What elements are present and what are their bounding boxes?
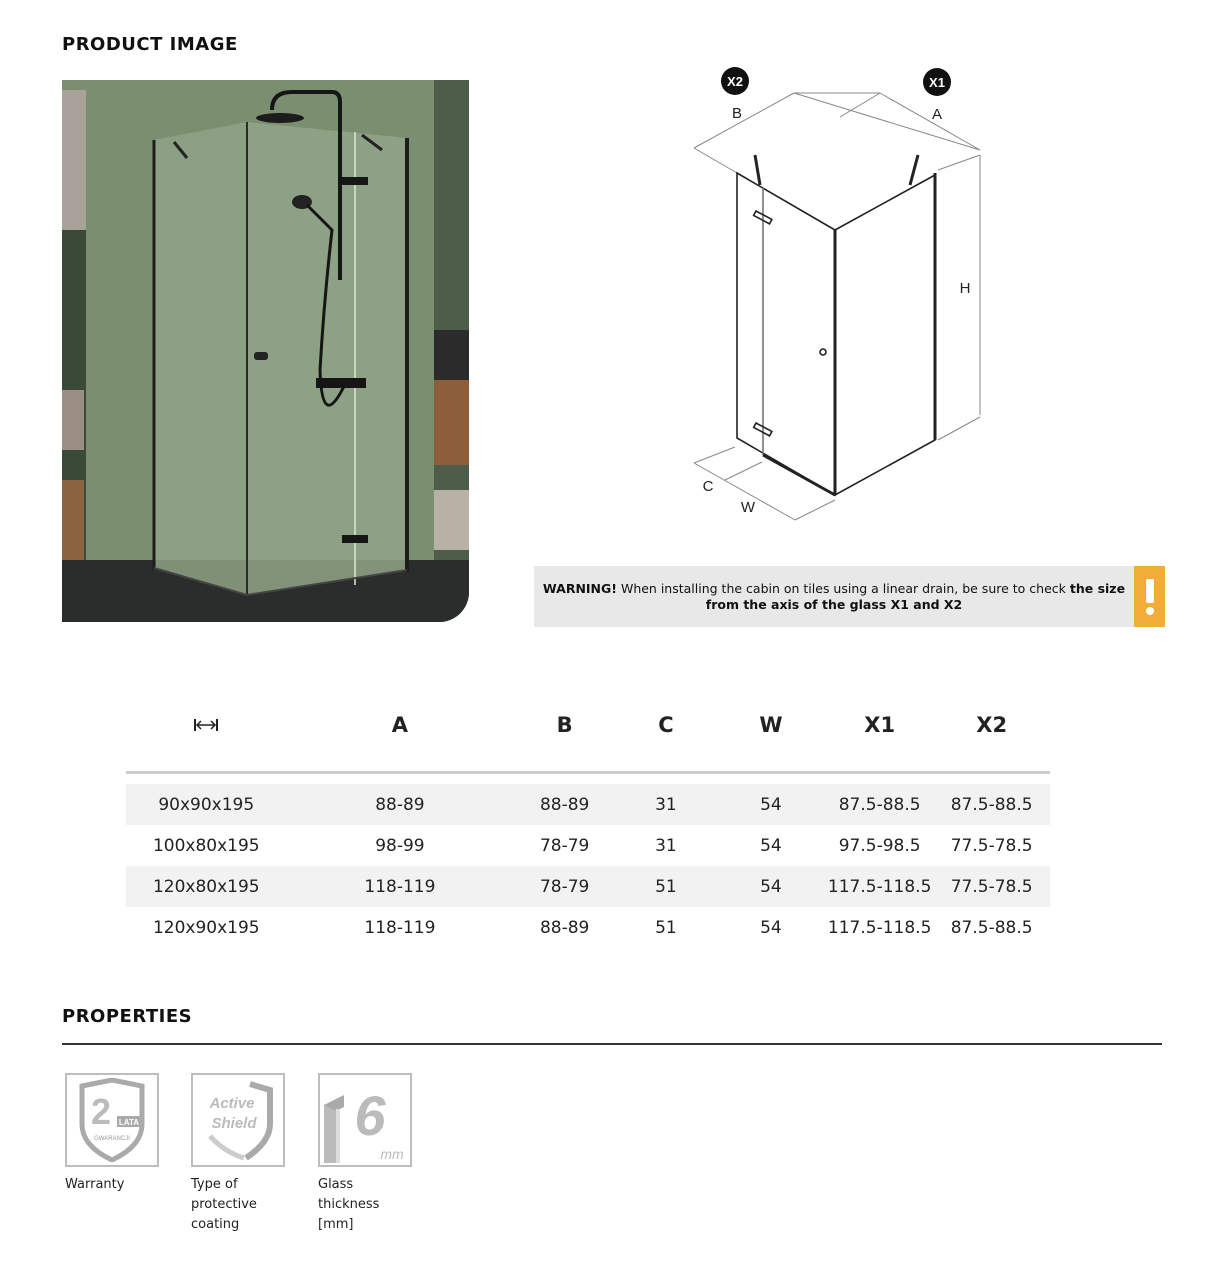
cell-x1: 97.5-98.5: [838, 835, 921, 856]
badge-sub: GWARANCJI: [94, 1136, 130, 1142]
warranty-shield-icon: [65, 1073, 159, 1167]
warning-emphasis: the size from the axis of the glass X1 and X2: [705, 580, 1126, 612]
cell-c: 51: [655, 876, 677, 897]
cell-w: 54: [760, 876, 782, 897]
table-row: [126, 907, 1050, 948]
badge-text: LATA: [118, 1118, 140, 1127]
property-label: Glass thickness [mm]: [318, 1177, 380, 1232]
badge-number: 2: [90, 1091, 112, 1132]
cell-size: 100x80x195: [152, 835, 260, 856]
table-row: [126, 784, 1050, 825]
property-label: Type of protective coating: [191, 1177, 257, 1232]
property-glass-thickness: [318, 1073, 438, 1235]
label-x2: X2: [727, 74, 743, 89]
cell-c: 31: [655, 835, 677, 856]
width-arrows-icon: [126, 713, 287, 737]
column-header-b: B: [556, 713, 573, 737]
cell-a: 118-119: [364, 876, 436, 897]
property-warranty: [65, 1073, 185, 1195]
exclamation-icon: [1134, 566, 1165, 627]
cell-x2: 87.5-88.5: [950, 794, 1033, 815]
cell-b: 78-79: [539, 876, 590, 897]
cell-c: 51: [655, 917, 677, 938]
properties-divider: [62, 1043, 1162, 1045]
cell-b: 88-89: [539, 917, 590, 938]
property-label: Warranty: [65, 1177, 125, 1192]
column-header-x1: X1: [864, 713, 896, 737]
label-c: C: [702, 478, 714, 495]
label-a: A: [931, 106, 943, 123]
cell-a: 88-89: [375, 794, 425, 815]
cell-c: 31: [655, 794, 677, 815]
badge-line2: Shield: [211, 1115, 257, 1132]
cell-a: 98-99: [375, 835, 425, 856]
cell-size: 90x90x195: [158, 794, 255, 815]
cell-x1: 117.5-118.5: [827, 917, 932, 938]
label-x1: X1: [929, 75, 945, 90]
active-shield-icon: [191, 1073, 285, 1167]
warning-text: When installing the cabin on tiles using a linear drain, be sure to check: [616, 580, 1070, 596]
product-photo: [62, 80, 469, 622]
dimensions-table: [126, 700, 1050, 948]
cell-x2: 77.5-78.5: [950, 876, 1033, 897]
cell-x2: 87.5-88.5: [950, 917, 1033, 938]
cell-b: 78-79: [539, 835, 590, 856]
badge-number: 6: [354, 1084, 386, 1147]
badge-line1: Active: [209, 1095, 255, 1112]
property-coating: [191, 1073, 311, 1235]
column-header-c: C: [658, 713, 674, 737]
cell-x2: 77.5-78.5: [950, 835, 1033, 856]
cell-b: 88-89: [539, 794, 590, 815]
cell-x1: 117.5-118.5: [827, 876, 932, 897]
table-row: [126, 866, 1050, 907]
cell-w: 54: [760, 794, 782, 815]
label-b: B: [731, 105, 743, 122]
glass-thickness-icon: [318, 1073, 412, 1167]
warning-lead: WARNING!: [542, 580, 617, 596]
table-row: [126, 825, 1050, 866]
cell-x1: 87.5-88.5: [838, 794, 921, 815]
table-header-row: [126, 700, 1050, 750]
column-header-a: A: [391, 713, 409, 737]
properties-heading: PROPERTIES: [62, 1006, 193, 1027]
cell-size: 120x80x195: [152, 876, 260, 897]
dimension-diagram: [680, 60, 1000, 530]
label-h: H: [959, 280, 971, 297]
cell-w: 54: [760, 835, 782, 856]
table-header-divider: [126, 771, 1050, 774]
label-w: W: [740, 499, 756, 516]
cell-a: 118-119: [364, 917, 436, 938]
column-header-w: W: [759, 713, 783, 737]
product-image-heading: PRODUCT IMAGE: [62, 34, 238, 55]
cell-size: 120x90x195: [152, 917, 260, 938]
warning-banner: [534, 566, 1134, 627]
badge-unit: mm: [380, 1146, 404, 1162]
column-header-x2: X2: [976, 713, 1008, 737]
cell-w: 54: [760, 917, 782, 938]
